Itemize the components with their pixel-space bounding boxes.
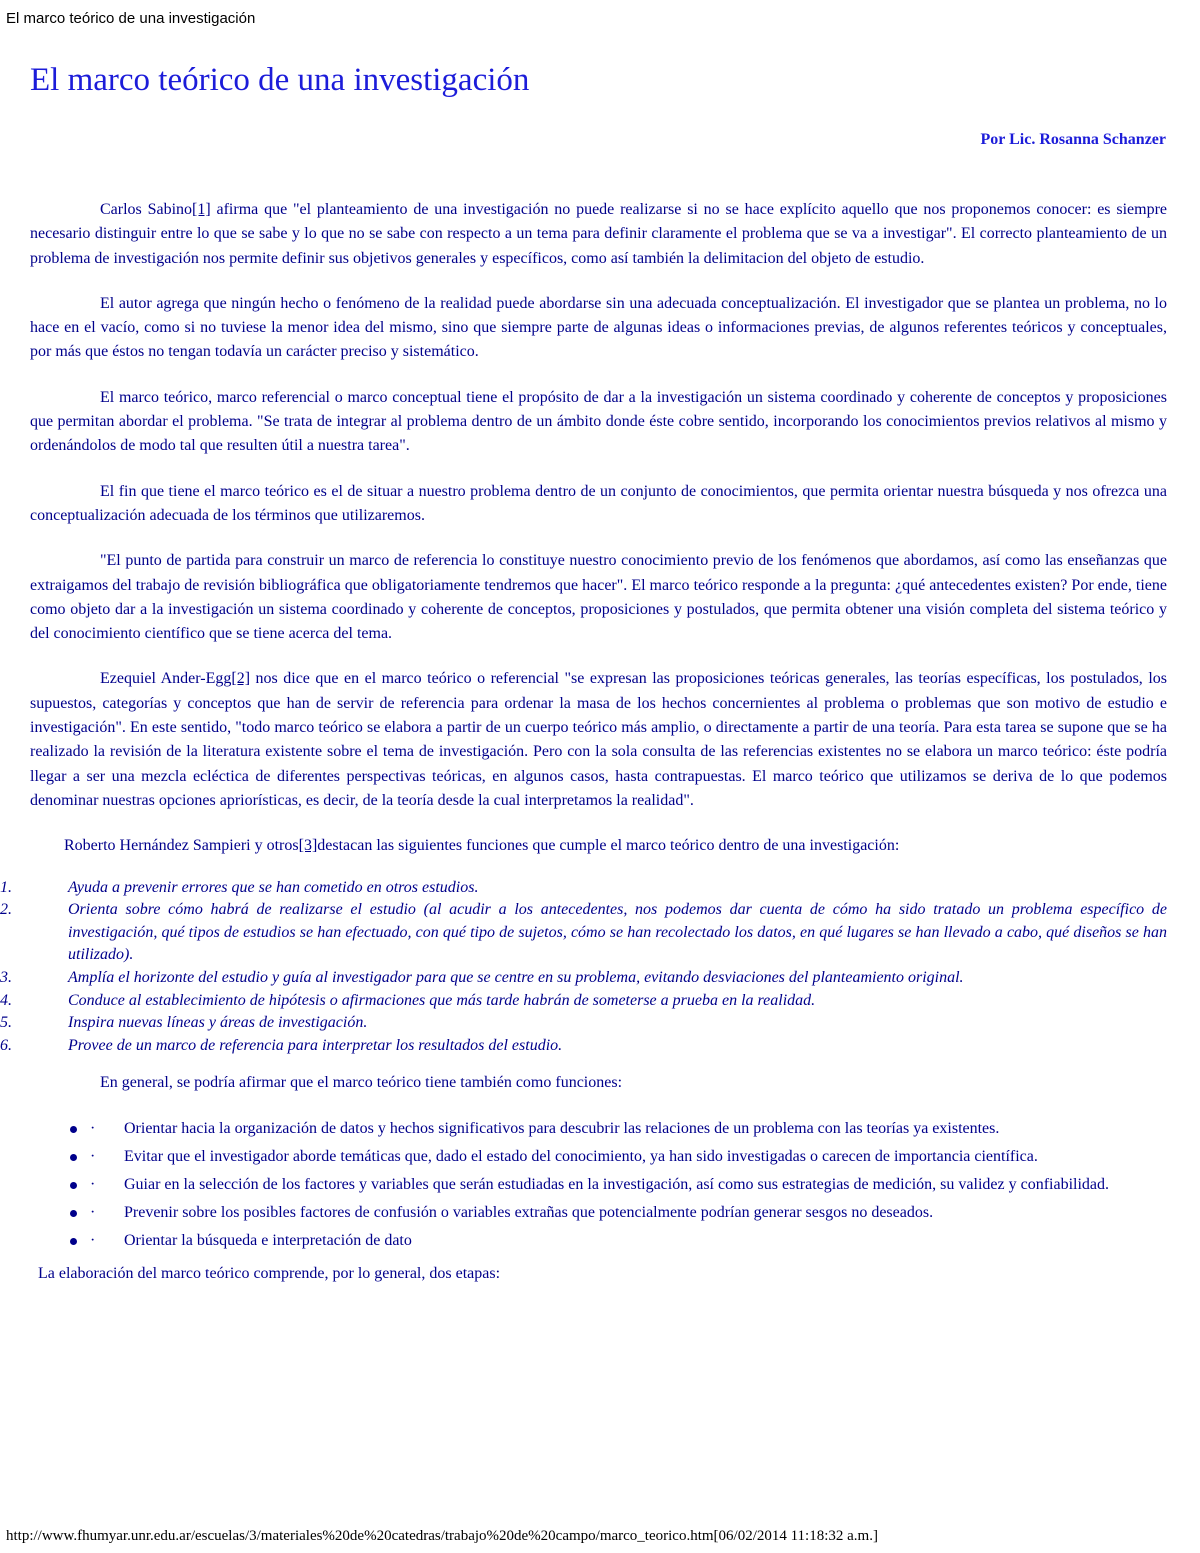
paragraph-stages: La elaboración del marco teórico comprende, por lo general, dos etapas: (38, 1264, 501, 1282)
paragraph-general-functions: En general, se podría afirmar que el marco teórico tiene también como funciones: (100, 1074, 623, 1092)
paragraph-starting-point: "El punto de partida para construir un marco de referencia lo constituye nuestro conocimiento previo de los fenómenos que abordamos, así como las enseñanzas que extraigamos del trabajo de revisión bibliográfica que obligatoriamente tendremos que hacer". El marco teórico responde a la pregunta: ¿qué antecedentes existen? Por ende, tiene como objeto dar a la investigación un sistema coordinado y coherente de conceptos, proposiciones y postulados, que permita obtener una visión completa del sistema teórico y del conocimiento científico que se tiene acerca del tema. (30, 552, 1167, 643)
bullet-icon (70, 1182, 77, 1189)
paragraph-ander-egg: Ezequiel Ander-Egg[2] nos dice que en el marco teórico o referencial "se expresan las proposiciones teóricas generales, las teorías específicas, los postulados, los supuestos, categorías y conceptos que han de servir de referencia para ordenar la masa de los hechos concernientes al problema o problemas que son motivo de estudio e investigación". En este sentido, "todo marco teórico se elabora a partir de un cuerpo teórico más amplio, o directamente a partir de una teoría. Para esta tarea se supone que se ha realizado la revisión de la literatura existente sobre el tema de investigación. Pero con la sola consulta de las referencias existentes no se elabora un marco teórico: éste podría llegar a ser una mezcla ecléctica de diferentes perspectivas teóricas, en algunos casos, hasta contrapuestas. El marco teórico que utilizamos se deriva de lo que podemos denominar nuestras opciones apriorísticas, es decir, de la teoría desde la cual interpretamos la realidad". (30, 670, 1167, 809)
footnote-link-3[interactable]: [3] (298, 837, 318, 855)
bullet-icon (70, 1210, 77, 1217)
list-item: 1. Ayuda a prevenir errores que se han cometido en otros estudios. (0, 878, 479, 896)
list-item: 3. Amplía el horizonte del estudio y guía al investigador para que se centre en su problema, evitando desviaciones del planteamiento original. (0, 968, 964, 986)
list-item: · Prevenir sobre los posibles factores de confusión o variables extrañas que potencialmente podrían generar sesgos no deseados. (30, 1201, 1167, 1224)
list-item: 4. Conduce al establecimiento de hipótesis o afirmaciones que más tarde habrán de someterse a prueba en la realidad. (0, 991, 816, 1009)
list-item: 6. Provee de un marco de referencia para interpretar los resultados del estudio. (0, 1036, 563, 1054)
article-body (0, 198, 1167, 1307)
bullet-icon (70, 1238, 77, 1245)
paragraph-author-adds: El autor agrega que ningún hecho o fenómeno de la realidad puede abordarse sin una adecuada conceptualización. El investigador que se plantea un problema, no lo hace en el vacío, como si no tuviese la menor idea del mismo, sino que siempre parte de algunas ideas o informaciones previas, de algunos referentes teóricos y conceptuales, por más que éstos no tengan todavía un carácter preciso y sistemático. (30, 294, 1167, 361)
list-item: 5. Inspira nuevas líneas y áreas de investigación. (0, 1014, 368, 1032)
page-title: El marco teórico de una investigación (30, 62, 530, 98)
footnote-link-1[interactable]: [1] (192, 201, 211, 218)
paragraph-goal: El fin que tiene el marco teórico es el de situar a nuestro problema dentro de un conjunto de conocimientos, que permita orientar nuestra búsqueda y nos ofrezca una conceptualización adecuada de los términos que utilizaremos. (30, 482, 1167, 524)
list-item: · Guiar en la selección de los factores y variables que serán estudiadas en la investigación, así como sus estrategias de medición, su validez y confiabilidad. (30, 1173, 1167, 1196)
list-item: 2. Orienta sobre cómo habrá de realizarse el estudio (al acudir a los antecedentes, nos podemos dar cuenta de cómo ha sido tratado un problema específico de investigación, qué tipos de estudios se han efectuado, con qué tipo de sujetos, cómo se han recolectado los datos, en qué lugares se han llevado a cabo, qué diseños se han utilizado). (0, 901, 1167, 964)
list-item: · Orientar la búsqueda e interpretación de dato (30, 1229, 1167, 1252)
list-item: · Orientar hacia la organización de datos y hechos significativos para descubrir las relaciones de un problema con las teorías ya existentes. (30, 1117, 1167, 1140)
print-footer-url: http://www.fhumyar.unr.edu.ar/escuelas/3/materiales%20de%20catedras/trabajo%20de%20campo/marco_teorico.htm[06/02/2014 11:18:32 a.m.] (6, 1528, 878, 1544)
bullet-icon (70, 1154, 77, 1161)
paragraph-purpose: El marco teórico, marco referencial o marco conceptual tiene el propósito de dar a la investigación un sistema coordinado y coherente de conceptos y proposiciones que permitan abordar el problema. "Se trata de integrar al problema dentro de un ámbito donde éste cobre sentido, incorporando los conocimientos previos relativos al mismo y ordenándolos de modo tal que resulten útil a nuestra tarea". (30, 388, 1167, 455)
print-header: El marco teórico de una investigación (6, 10, 256, 27)
bullet-icon (70, 1126, 77, 1133)
functions-list (0, 877, 1167, 1058)
list-item: · Evitar que el investigador aborde temáticas que, dado el estado del conocimiento, ya han sido investigadas o carecen de importancia científica. (30, 1145, 1167, 1168)
paragraph-sampieri: Roberto Hernández Sampieri y otros[3]destacan las siguientes funciones que cumple el marco teórico dentro de una investigación: (64, 837, 900, 855)
general-functions-list (30, 1117, 1167, 1252)
author-byline: Por Lic. Rosanna Schanzer (980, 131, 1166, 148)
footnote-link-2[interactable]: [2] (231, 670, 251, 688)
paragraph-sabino: Carlos Sabino[1] afirma que "el planteamiento de una investigación no puede realizarse si no se hace explícito aquello que nos proponemos conocer: es siempre necesario distinguir entre lo que se sabe y lo que no se sabe con respecto a un tema para definir claramente el problema que se va a investigar". El correcto planteamiento de un problema de investigación nos permite definir sus objetivos generales y específicos, como así también la delimitacion del objeto de estudio. (30, 201, 1167, 267)
